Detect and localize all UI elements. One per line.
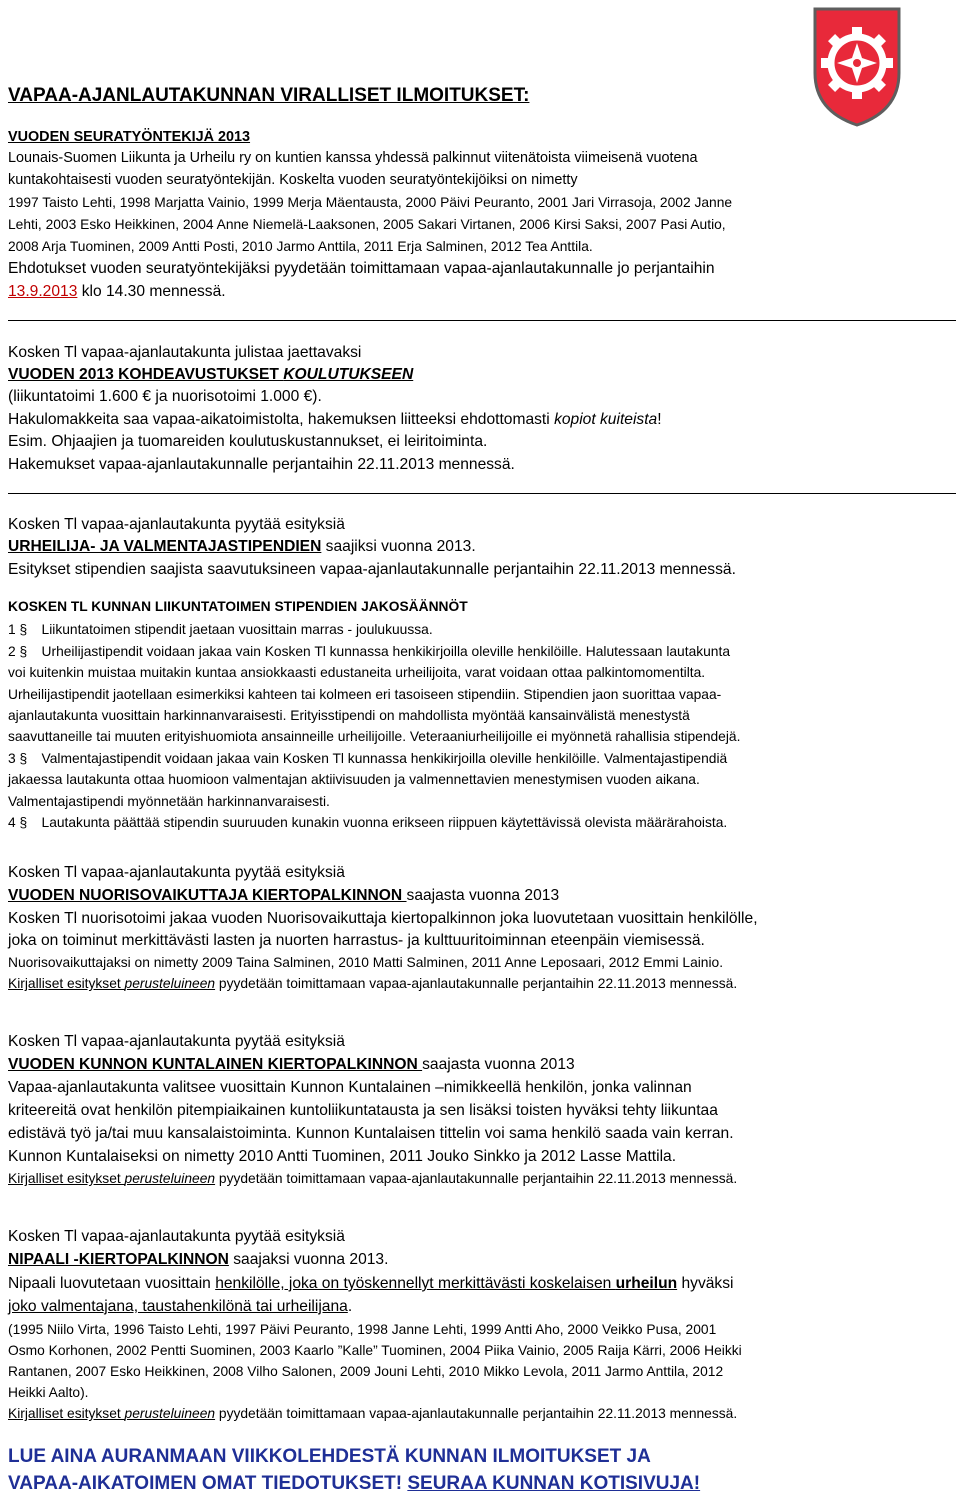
page-title: VAPAA-AJANLAUTAKUNNAN VIRALLISET ILMOITUKSET:: [8, 85, 530, 106]
section2-line: Esim. Ohjaajien ja tuomareiden koulutuskustannukset, ei leiritoiminta.: [8, 433, 488, 450]
section4-line: joka on toiminut merkittävästi lasten ja nuorten harrastus- ja kulttuuritoiminnan eteenpäin viemisessä.: [8, 932, 705, 949]
section5-line: Kunnon Kuntalaiseksi on nimetty 2010 Antti Tuominen, 2011 Jouko Sinkko ja 2012 Lasse Mattila.: [8, 1148, 677, 1165]
section5-intro: Kosken Tl vapaa-ajanlautakunta pyytää esityksiä: [8, 1033, 345, 1050]
section2-line: (liikuntatoimi 1.600 € ja nuorisotoimi 1.000 €).: [8, 388, 322, 405]
section2-heading: VUODEN 2013 KOHDEAVUSTUKSET KOULUTUKSEEN: [8, 366, 414, 383]
section2-line: Hakulomakkeita saa vapaa-aikatoimistolta, hakemuksen liitteeksi ehdottomasti kopiot kuiteista!: [8, 411, 662, 428]
section4-line: Kosken Tl nuorisotoimi jakaa vuoden Nuorisovaikuttaja kiertopalkinnon joka luovutetaan vuosittain henkilölle,: [8, 910, 758, 927]
rule-4: 4 § Lautakunta päättää stipendin suuruuden kunakin vuonna erikseen riippuen käytettävissä olevista määrärahoista.: [8, 815, 728, 830]
divider: [8, 493, 956, 494]
rule-3-line: Valmentajastipendi myönnetään harkinnanvaraisesti.: [8, 794, 330, 809]
section6-line: Heikki Aalto).: [8, 1385, 89, 1400]
rule-2-line: ajanlautakunta vuosittain harkinnanvaraisesti. Erityisstipendi on mahdollista myöntää kansainvälistä menestystä: [8, 708, 690, 723]
rule-3: 3 § Valmentajastipendit voidaan jakaa vain Kosken Tl kunnassa henkikirjoilla oleville henkilöille. Valmentajastipendiä: [8, 751, 728, 766]
section1-line: 2008 Arja Tuominen, 2009 Antti Posti, 2010 Jarmo Anttila, 2011 Erja Salminen, 2012 Tea Anttila.: [8, 239, 593, 254]
rule-1: 1 § Liikuntatoimen stipendit jaetaan vuosittain marras - joulukuussa.: [8, 622, 433, 637]
rule-2-line: saavuttaneille tai muuten erityishuomiota ansainneille urheilijoille. Veteraaniurheilijoille ei myönnetä rahallisia stipendejä.: [8, 729, 741, 744]
section6-heading: NIPAALI -KIERTOPALKINNON saajaksi vuonna 2013.: [8, 1251, 389, 1268]
footer-notice: LUE AINA AURANMAAN VIIKKOLEHDESTÄ KUNNAN ILMOITUKSET JA: [8, 1446, 651, 1467]
section5-line: Vapaa-ajanlautakunta valitsee vuosittain Kunnon Kuntalainen –nimikkeellä henkilön, jonka valinnan: [8, 1079, 692, 1096]
rule-2-line: Urheilijastipendit jaotellaan esimerkiksi kahteen tai kolmeen eri tasoiseen stipendiin. Stipendien jaon suorittaa vapaa-: [8, 687, 722, 702]
section5-heading: VUODEN KUNNON KUNTALAINEN KIERTOPALKINNON saajasta vuonna 2013: [8, 1056, 575, 1073]
section5-footer: Kirjalliset esitykset perusteluineen pyydetään toimittamaan vapaa-ajanlautakunnalle perjantaihin 22.11.2013 mennessä.: [8, 1171, 738, 1186]
homepage-link[interactable]: SEURAA KUNNAN KOTISIVUJA!: [407, 1473, 701, 1494]
section6-line: Rantanen, 2007 Esko Heikkinen, 2008 Vilho Salonen, 2009 Jouni Lehti, 2010 Mikko Levola, 2011 Jarmo Anttila, 2012: [8, 1364, 724, 1379]
section6-line: Nipaali luovutetaan vuosittain henkilölle, joka on työskennellyt merkittävästi koskelaisen urheilun hyväksi: [8, 1275, 734, 1292]
section3-intro: Kosken Tl vapaa-ajanlautakunta pyytää esityksiä: [8, 516, 345, 533]
section4-footer: Kirjalliset esitykset perusteluineen pyydetään toimittamaan vapaa-ajanlautakunnalle perjantaihin 22.11.2013 mennessä.: [8, 976, 738, 991]
section6-footer: Kirjalliset esitykset perusteluineen pyydetään toimittamaan vapaa-ajanlautakunnalle perjantaihin 22.11.2013 mennessä.: [8, 1406, 738, 1421]
section5-line: edistävä työ ja/tai muu kansalaistoiminta. Kunnon Kuntalaisen tittelin voi sama henkilö saada vain kerran.: [8, 1125, 734, 1142]
municipality-crest-logo: [813, 7, 901, 127]
section4-line: Nuorisovaikuttajaksi on nimetty 2009 Taina Salminen, 2010 Matti Salminen, 2011 Anne Leposaari, 2012 Emmi Lainio.: [8, 955, 724, 970]
divider: [8, 320, 956, 321]
deadline-date-link[interactable]: 13.9.2013: [8, 283, 78, 300]
rule-3-line: jakaessa lautakunta ottaa huomioon valmentajan aktiivisuuden ja valmennettavien menestymisen vuoden aikana.: [8, 772, 700, 787]
section6-line: joko valmentajana, taustahenkilönä tai urheilijana.: [8, 1298, 353, 1315]
section2-line: Hakemukset vapaa-ajanlautakunnalle perjantaihin 22.11.2013 mennessä.: [8, 456, 515, 473]
section4-intro: Kosken Tl vapaa-ajanlautakunta pyytää esityksiä: [8, 864, 345, 881]
section1-line: Ehdotukset vuoden seuratyöntekijäksi pyydetään toimittamaan vapaa-ajanlautakunnalle jo perjantaihin: [8, 260, 715, 277]
section1-line: 1997 Taisto Lehti, 1998 Marjatta Vainio, 1999 Merja Mäentausta, 2000 Päivi Peuranto, 2001 Jari Virrasoja, 2002 Janne: [8, 195, 733, 210]
section1-deadline: 13.9.2013 klo 14.30 mennessä.: [8, 283, 226, 300]
rules-heading: KOSKEN TL KUNNAN LIIKUNTATOIMEN STIPENDIEN JAKOSÄÄNNÖT: [8, 599, 468, 614]
section1-heading: VUODEN SEURATYÖNTEKIJÄ 2013: [8, 129, 251, 145]
section2-intro: Kosken Tl vapaa-ajanlautakunta julistaa jaettavaksi: [8, 344, 362, 361]
section3-line: Esitykset stipendien saajista saavutuksineen vapaa-ajanlautakunnalle perjantaihin 22.11.2013 mennessä.: [8, 561, 736, 578]
rule-2-line: voi kuitenkin muistaa muitakin kuntaa ansiokkaasti edustaneita urheilijoita, varat voidaan ottaa palkintomomentilta.: [8, 665, 706, 680]
rule-2: 2 § Urheilijastipendit voidaan jakaa vain Kosken Tl kunnassa henkikirjoilla oleville henkilöille. Halutessaan lautakunta: [8, 644, 730, 659]
section3-heading: URHEILIJA- JA VALMENTAJASTIPENDIEN saajiksi vuonna 2013.: [8, 538, 476, 555]
section4-heading: VUODEN NUORISOVAIKUTTAJA KIERTOPALKINNON saajasta vuonna 2013: [8, 887, 560, 904]
section6-intro: Kosken Tl vapaa-ajanlautakunta pyytää esityksiä: [8, 1228, 345, 1245]
section1-line: Lehti, 2003 Esko Heikkinen, 2004 Anne Niemelä-Laaksonen, 2005 Sakari Virtanen, 2006 Kirsi Saksi, 2007 Pasi Autio,: [8, 217, 726, 232]
section1-line: kuntakohtaisesti vuoden seuratyöntekijän. Koskelta vuoden seuratyöntekijöiksi on nimetty: [8, 172, 578, 188]
section6-line: (1995 Niilo Virta, 1996 Taisto Lehti, 1997 Päivi Peuranto, 1998 Janne Lehti, 1999 Antti Aho, 2000 Veikko Pusa, 2001: [8, 1322, 717, 1337]
euro-symbol: €: [142, 388, 152, 405]
section1-line: Lounais-Suomen Liikunta ja Urheilu ry on kuntien kanssa yhdessä palkinnut viitenätoista viimeisenä vuotena: [8, 150, 698, 166]
section6-line: Osmo Korhonen, 2002 Pentti Suominen, 2003 Kaarlo ”Kalle” Tuominen, 2004 Piika Vainio, 2005 Raija Kärri, 2006 Heikki: [8, 1343, 742, 1358]
section5-line: kriteereitä ovat henkilön pitempiaikainen kuntoliikuntatausta ja sen lisäksi toisten hyväksi tehty liikuntaa: [8, 1102, 718, 1119]
footer-notice-line2: VAPAA-AIKATOIMEN OMAT TIEDOTUKSET! SEURAA KUNNAN KOTISIVUJA!: [8, 1473, 701, 1494]
